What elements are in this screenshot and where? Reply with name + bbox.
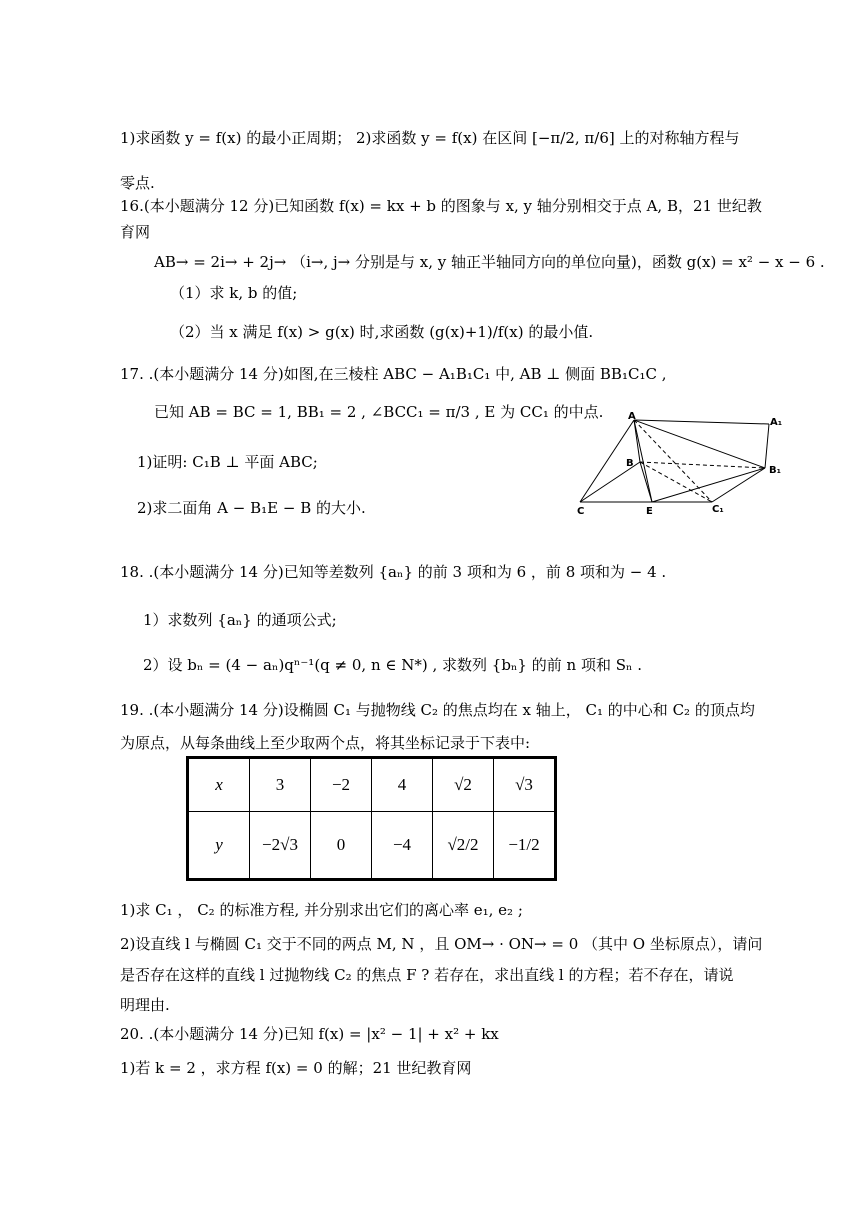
q19-part-1: 1)求 C₁ ， C₂ 的标准方程, 并分别求出它们的离心率 e₁, e₂ ; (120, 901, 523, 919)
q15-part-1-2: 1)求函数 y = f(x) 的最小正周期； 2)求函数 y = f(x) 在区间 [−π/2, π/6] 上的对称轴方程与 (120, 129, 740, 147)
q20-statement: 20. .(本小题满分 14 分)已知 f(x) = |x² − 1| + x² + kx (120, 1025, 499, 1043)
table-row (188, 758, 556, 812)
table-cell: x (188, 758, 250, 812)
table-cell: y (188, 812, 250, 880)
q18-part-1: 1）求数列 {aₙ} 的通项公式; (143, 611, 337, 629)
table-cell: −2√3 (250, 812, 311, 880)
q19-part-2-end: 明理由. (120, 996, 170, 1014)
table-cell: −1/2 (494, 812, 556, 880)
table-cell: 3 (250, 758, 311, 812)
q19-part-2-cont: 是否存在这样的直线 l 过抛物线 C₂ 的焦点 F ? 若存在，求出直线 l 的方程；若不存在，请说 (120, 966, 734, 984)
label-b1: B₁ (769, 465, 782, 476)
label-c1: C₁ (712, 504, 724, 515)
table-cell: 0 (311, 812, 372, 880)
table-cell: √2 (433, 758, 494, 812)
coordinate-table (186, 756, 557, 881)
table-cell: √2/2 (433, 812, 494, 880)
q19-statement-cont: 为原点，从每条曲线上至少取两个点，将其坐标记录于下表中: (120, 734, 531, 752)
q16-part-1: （1）求 k, b 的值; (170, 284, 298, 302)
q19-statement: 19. .(本小题满分 14 分)设椭圆 C₁ 与抛物线 C₂ 的焦点均在 x 轴上， C₁ 的中心和 C₂ 的顶点均 (120, 701, 755, 719)
q19-part-2: 2)设直线 l 与椭圆 C₁ 交于不同的两点 M, N ，且 OM→ · ON→ = 0 （其中 O 坐标原点），请问 (120, 935, 763, 953)
q16-part-2: （2）当 x 满足 f(x) > g(x) 时,求函数 (g(x)+1)/f(x) 的最小值. (170, 323, 594, 341)
table-cell: −2 (311, 758, 372, 812)
q18-part-2: 2）设 bₙ = (4 − aₙ)qⁿ⁻¹(q ≠ 0, n ∈ N*) , 求数列 {bₙ} 的前 n 项和 Sₙ . (143, 656, 643, 674)
label-a1: A₁ (770, 417, 783, 428)
label-b: B (626, 458, 634, 469)
q17-part-1: 1)证明: C₁B ⊥ 平面 ABC; (137, 453, 318, 471)
q17-part-2: 2)求二面角 A − B₁E − B 的大小. (137, 499, 366, 517)
label-a: A (628, 411, 636, 422)
prism-figure (572, 410, 792, 520)
q18-statement: 18. .(本小题满分 14 分)已知等差数列 {aₙ} 的前 3 项和为 6 ，前 8 项和为 − 4 . (120, 563, 667, 581)
table-cell: √3 (494, 758, 556, 812)
table-row (188, 812, 556, 880)
q17-given: 已知 AB = BC = 1, BB₁ = 2 , ∠BCC₁ = π/3 , E 为 CC₁ 的中点. (154, 403, 604, 421)
q20-part-1: 1)若 k = 2 ，求方程 f(x) = 0 的解；21 世纪教育网 (120, 1059, 472, 1077)
q15-zero-point: 零点. (120, 174, 155, 192)
q17-statement: 17. .(本小题满分 14 分)如图,在三棱柱 ABC − A₁B₁C₁ 中, AB ⊥ 侧面 BB₁C₁C , (120, 365, 667, 383)
q16-vector-ab: AB→ = 2i→ + 2j→ （i→, j→ 分别是与 x, y 轴正半轴同方向的单位向量)，函数 g(x) = x² − x − 6 . (154, 253, 825, 271)
q16-statement: 16.(本小题满分 12 分)已知函数 f(x) = kx + b 的图象与 x, y 轴分别相交于点 A, B，21 世纪教 (120, 197, 762, 215)
q16-statement-cont: 育网 (120, 223, 151, 241)
table-cell: 4 (372, 758, 433, 812)
label-c: C (577, 506, 585, 517)
table-cell: −4 (372, 812, 433, 880)
label-e: E (646, 506, 653, 517)
